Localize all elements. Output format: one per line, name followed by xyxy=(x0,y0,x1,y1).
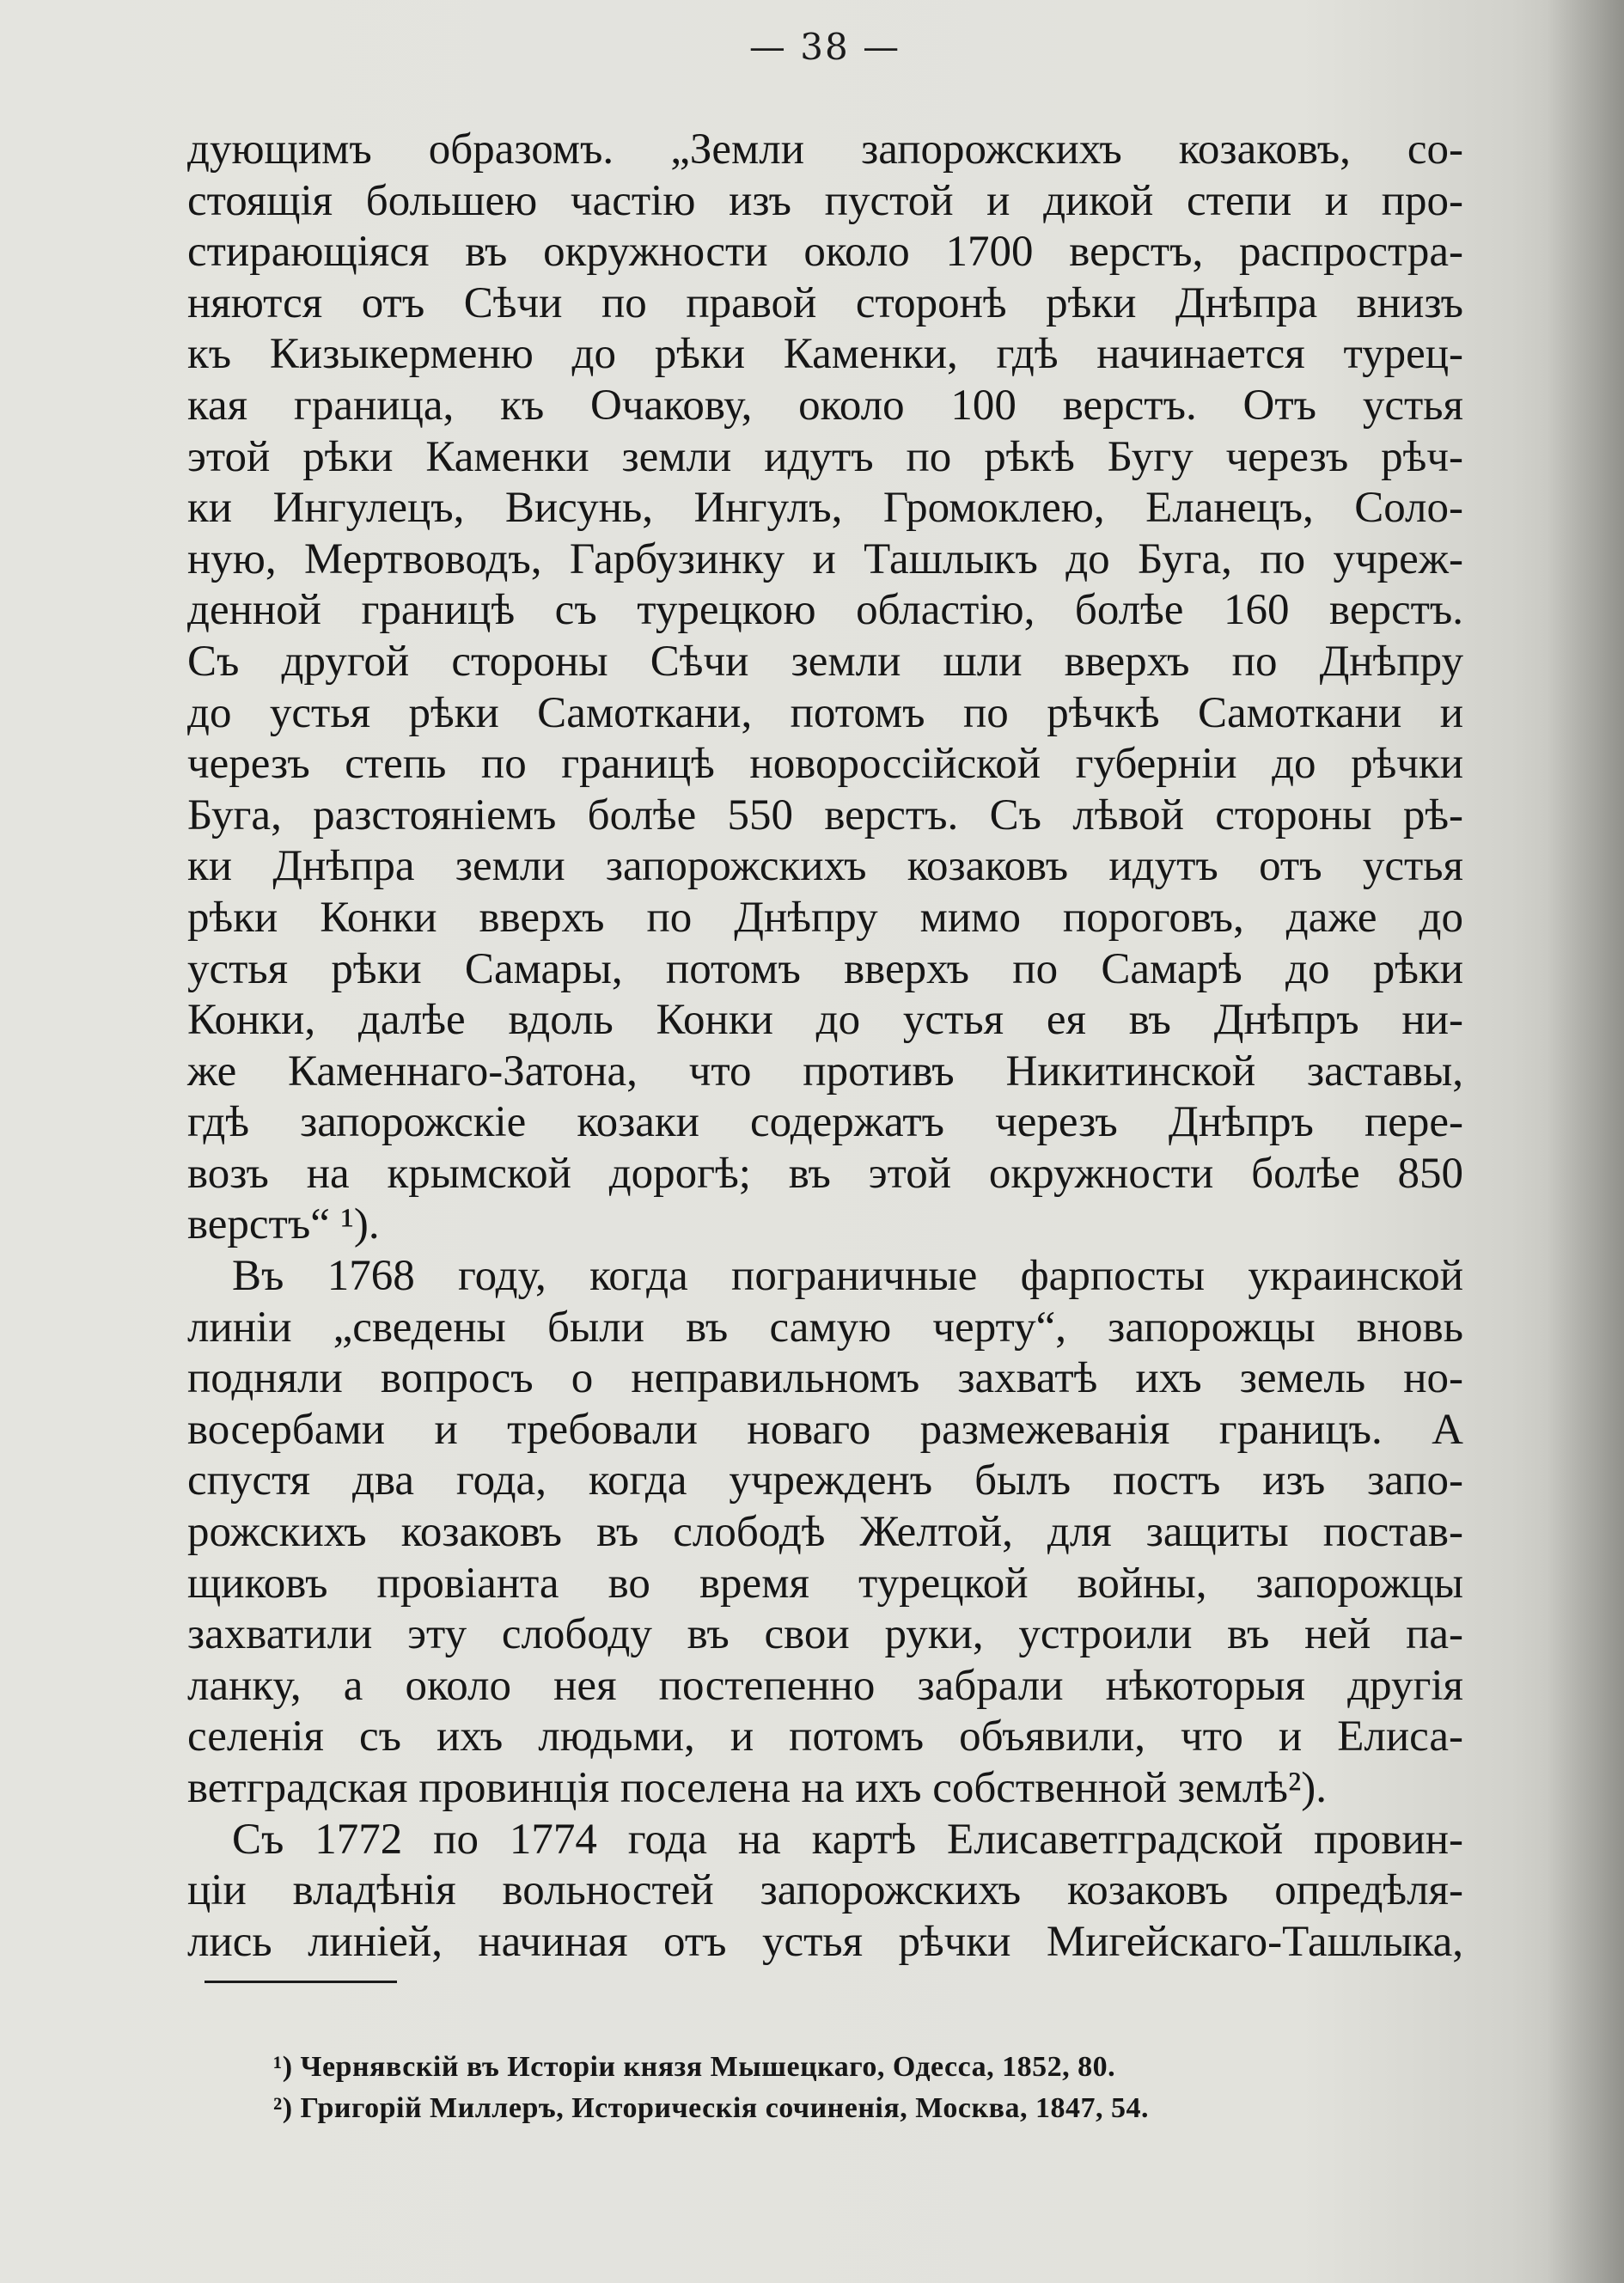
footnotes xyxy=(273,2047,1390,2129)
text-line: няются отъ Сѣчи по правой сторонѣ рѣки Днѣпра внизъ xyxy=(187,278,1463,327)
text-line: ланку, а около нея постепенно забрали нѣкоторыя другія xyxy=(187,1661,1463,1710)
text-line: устья рѣки Самары, потомъ вверхъ по Самарѣ до рѣки xyxy=(187,944,1463,993)
text-line: ки Ингулецъ, Висунь, Ингулъ, Громоклею, Еланецъ, Соло- xyxy=(187,484,1463,533)
footnote-divider xyxy=(205,1981,397,1983)
text-line: спустя два года, когда учрежденъ былъ постъ изъ запо- xyxy=(187,1456,1463,1505)
text-line: кая граница, къ Очакову, около 100 верстъ. Отъ устья xyxy=(187,381,1463,430)
text-line: селенія съ ихъ людьми, и потомъ объявили, что и Елиса- xyxy=(187,1712,1463,1761)
text-line: рожскихъ козаковъ въ слободѣ Желтой, для защиты постав- xyxy=(187,1508,1463,1557)
footnote: ²) Григорій Миллеръ, Историческія сочиненія, Москва, 1847, 54. xyxy=(273,2092,1149,2124)
text-line: восербами и требовали новаго размежеванія границъ. А xyxy=(187,1405,1463,1454)
text-line: линіи „сведены были въ самую черту“, запорожцы вновь xyxy=(187,1303,1463,1352)
text-line: ки Днѣпра земли запорожскихъ козаковъ идутъ отъ устья xyxy=(187,842,1463,891)
body-text xyxy=(187,125,1463,1968)
text-line: Съ другой стороны Сѣчи земли шли вверхъ по Днѣпру xyxy=(187,637,1463,686)
page-number: — 38 — xyxy=(748,26,901,68)
text-line: подняли вопросъ о неправильномъ захватѣ ихъ земель но- xyxy=(187,1354,1463,1403)
text-line: денной границѣ съ турецкою областію, болѣе 160 верстъ. xyxy=(187,586,1463,635)
text-line: ціи владѣнія вольностей запорожскихъ козаковъ опредѣля- xyxy=(187,1866,1463,1915)
text-line: Конки, далѣе вдоль Конки до устья ея въ Днѣпръ ни- xyxy=(187,996,1463,1045)
spine-shadow xyxy=(1547,0,1624,2283)
footnote: ¹) Чернявскій въ Исторіи князя Мышецкаго, Одесса, 1852, 80. xyxy=(273,2051,1116,2083)
text-line: стирающіяся въ окружности около 1700 верстъ, распростра- xyxy=(187,228,1463,277)
text-line: дующимъ образомъ. „Земли запорожскихъ козаковъ, со- xyxy=(187,125,1463,174)
text-line: верстъ“ ¹). xyxy=(187,1200,380,1249)
text-line: щиковъ провіанта во время турецкой войны, запорожцы xyxy=(187,1559,1463,1608)
text-line: Съ 1772 по 1774 года на картѣ Елисаветградской провин- xyxy=(232,1815,1463,1864)
text-line: захватили эту слободу въ свои руки, устроили въ ней па- xyxy=(187,1610,1463,1659)
text-line: рѣки Конки вверхъ по Днѣпру мимо пороговъ, даже до xyxy=(187,893,1463,942)
text-line: возъ на крымской дорогѣ; въ этой окружности болѣе 850 xyxy=(187,1149,1463,1198)
text-line: стоящія большею частію изъ пустой и дикой степи и про- xyxy=(187,176,1463,225)
text-line: Въ 1768 году, когда пограничные фарпосты украинской xyxy=(232,1252,1463,1301)
text-line: до устья рѣки Самоткани, потомъ по рѣчкѣ Самоткани и xyxy=(187,688,1463,737)
text-line: ную, Мертвоводъ, Гарбузинку и Ташлыкъ до Буга, по учреж- xyxy=(187,534,1463,583)
text-line: же Каменнаго-Затона, что противъ Никитинской заставы, xyxy=(187,1047,1463,1096)
text-line: черезъ степь по границѣ новороссійской губерніи до рѣчки xyxy=(187,740,1463,789)
text-line: этой рѣки Каменки земли идутъ по рѣкѣ Бугу черезъ рѣч- xyxy=(187,432,1463,481)
text-line: гдѣ запорожскіе козаки содержатъ черезъ Днѣпръ пере- xyxy=(187,1098,1463,1147)
text-line: Буга, разстояніемъ болѣе 550 верстъ. Съ лѣвой стороны рѣ- xyxy=(187,791,1463,839)
text-line: къ Кизыкерменю до рѣки Каменки, гдѣ начинается турец- xyxy=(187,330,1463,379)
text-line: ветградская провинція поселена на ихъ собственной землѣ²). xyxy=(187,1764,1327,1812)
text-line: лись линіей, начиная отъ устья рѣчки Мигейскаго-Ташлыка, xyxy=(187,1917,1463,1966)
